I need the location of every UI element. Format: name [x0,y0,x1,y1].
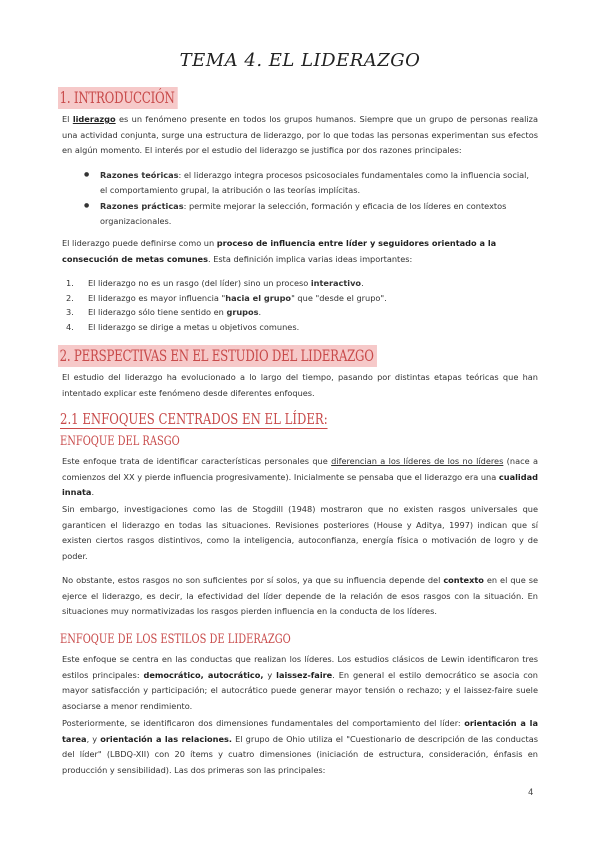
section-heading-perspectivas: 2. PERSPECTIVAS EN EL ESTUDIO DEL LIDERAZGO [58,345,377,367]
ideas-list [66,276,528,334]
document-title: TEMA 4. EL LIDERAZGO [179,50,421,71]
estilos-paragraph-1: Este enfoque se centra en las conductas que realizan los líderes. Los estudios clásicos de Lewin identificaron tres estilos principales: democrático, autocrático, y laissez-faire. En general el estilo democrático se asocia con mayor satisfacción y participación; el autocrático puede generar mayor tensión o rechazo; y el laissez-faire suele asociarse a menor rendimiento. [62,654,538,711]
rasgo-paragraph-1: Este enfoque trata de identificar características personales que diferencian a los líderes de los no líderes (nace a comienzos del XX y pierde influencia progresivamente). Inicialmente se pensaba que el liderazgo era una cualidad innata. [62,456,538,497]
page-number: 4 [528,788,534,798]
heading-enfoque-estilos: ENFOQUE DE LOS ESTILOS DE LIDERAZGO [60,632,291,647]
list-item: ● Razones prácticas: permite mejorar la selección, formación y eficacia de los líderes en contextos organizacionales. [100,199,530,228]
list-item: 3. El liderazgo sólo tiene sentido en grupos. [66,307,262,317]
rasgo-paragraph-3: No obstante, estos rasgos no son suficientes por sí solos, ya que su influencia depende del contexto en el que se ejerce el liderazgo, es decir, la efectividad del líder depende de la relación de esos rasgos con la situación. En situaciones muy normativizadas los rasgos pierden influencia en la conducta de los líderes. [62,575,538,616]
rasgo-paragraph-2: Sin embargo, investigaciones como las de Stogdill (1948) mostraron que no existen rasgos universales que garanticen el liderazgo en todas las situaciones. Revisiones posteriores (House y Aditya, 1997) indican que sí existen ciertos rasgos distintivos, como la inteligencia, autoconfianza, energía física o motivación de logro y de poder. [62,504,538,561]
term-liderazgo: liderazgo [72,114,116,124]
list-item: 2. El liderazgo es mayor influencia "hacia el grupo" que "desde el grupo". [66,292,387,303]
reasons-list [100,168,530,230]
section-heading-introduccion: 1. INTRODUCCIÓN [58,87,178,109]
list-item: 4. El liderazgo se dirige a metas u objetivos comunes. [66,321,300,332]
estilos-paragraph-2: Posteriormente, se identificaron dos dimensiones fundamentales del comportamiento del líder: orientación a la tarea, y orientación a las relaciones. El grupo de Ohio utiliza el "Cuestionario de descripción de las conductas del líder" (LBDQ-XII) con 20 ítems y cuatro dimensiones (iniciación de estructura, consideración, énfasis en producción y sensibilidad). Las dos primeras son las principales: [62,718,538,775]
intro-paragraph: El liderazgo es un fenómeno presente en todos los grupos humanos. Siempre que un grupo de personas realiza una actividad conjunta, surge una estructura de liderazgo, por lo que todas las personas experimentan sus efectos en algún momento. El interés por el estudio del liderazgo se justifica por dos razones principales: [62,114,538,155]
heading-enfoque-rasgo: ENFOQUE DEL RASGO [60,434,180,449]
list-item: ● Razones teóricas: el liderazgo integra procesos psicosociales fundamentales como la influencia social, el comportamiento grupal, la atribución o las teorías implícitas. [100,168,530,197]
subsection-heading-enfoques-lider: 2.1 ENFOQUES CENTRADOS EN EL LÍDER: [60,410,328,428]
perspectivas-intro: El estudio del liderazgo ha evolucionado a lo largo del tiempo, pasando por distintas etapas teóricas que han intentado explicar este fenómeno desde diferentes enfoques. [62,372,538,398]
list-item: 1. El liderazgo no es un rasgo (del líder) sino un proceso interactivo. [66,278,364,288]
definition-paragraph: El liderazgo puede definirse como un proceso de influencia entre líder y seguidores orientado a la consecución de metas comunes. Esta definición implica varias ideas importantes: [62,238,497,264]
